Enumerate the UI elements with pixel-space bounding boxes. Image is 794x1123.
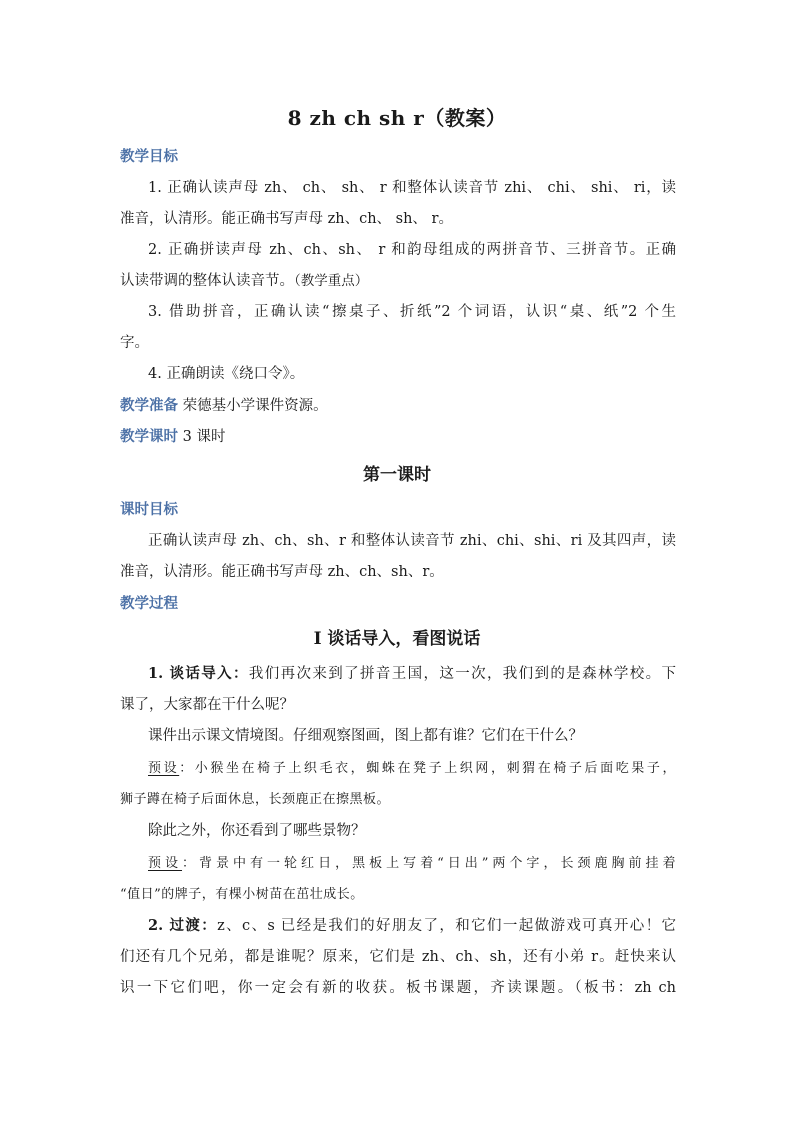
preset-1-line-1	[148, 757, 676, 776]
section-1-para-4-line-1	[148, 914, 676, 935]
transition-text: z、c、s 已经是我们的好朋友了，和它们一起做游戏可真开心！它	[217, 918, 676, 934]
key-point-mark: （教学重点）	[294, 273, 369, 289]
goal-3-line-1: 3. 借助拼音，正确认读“擦桌子、折纸”2 个词语，认识“桌、纸”2 个生	[148, 304, 676, 320]
lesson-goal-line-1: 正确认读声母 zh、ch、sh、r 和整体认读音节 zhi、chi、shi、ri 及其四声，读	[148, 533, 676, 549]
goal-4-line: 4. 正确朗读《绕口令》。	[148, 366, 305, 382]
preset-1-label: 预设	[148, 761, 180, 776]
section-1-para-1-line-2: 课了，大家都在干什么呢？	[120, 697, 294, 713]
goal-3-line-2: 字。	[120, 335, 149, 351]
goal-2-line-1: 2. 正确拼读声母 zh、ch、sh、 r 和韵母组成的两拼音节、三拼音节。正确	[148, 242, 676, 258]
intro-label: 1. 谈话导入：	[148, 665, 249, 682]
teaching-process-heading: 教学过程	[120, 595, 178, 612]
preset-2-text: ：背景中有一轮红日，黑板上写着“日出”两个字，长颈鹿胸前挂着	[182, 856, 676, 871]
section-1-para-4-line-2: 们还有几个兄弟，都是谁呢？原来，它们是 zh、ch、sh，还有小弟 r。赶快来认	[120, 949, 676, 965]
preset-1-text: ：小猴坐在椅子上织毛衣，蜘蛛在凳子上织网，刺猬在椅子后面吃果子，	[179, 761, 676, 776]
section-1-para-4-line-3: 识一下它们吧，你一定会有新的收获。板书课题，齐读课题。（板书：zh ch	[120, 980, 676, 996]
teaching-hours	[120, 425, 676, 446]
intro-text: 我们再次来到了拼音王国，这一次，我们到的是森林学校。下	[248, 666, 676, 682]
lesson-goal-line-2: 准音，认清形。能正确书写声母 zh、ch、sh、r。	[120, 564, 444, 580]
teaching-hours-text: 3 课时	[182, 429, 226, 445]
teaching-prep-heading: 教学准备	[120, 397, 178, 414]
section-1-para-2: 课件出示课文情境图。仔细观察图画，图上都有谁？它们在干什么？	[148, 728, 583, 744]
goal-2-line-2	[120, 269, 676, 290]
preset-1-line-2: 狮子蹲在椅子后面休息，长颈鹿正在擦黑板。	[120, 792, 391, 807]
preset-2-label: 预设	[148, 856, 183, 871]
preset-2-line-1	[148, 852, 676, 871]
page-title: 8 zh ch sh r（教案）	[287, 106, 507, 130]
section-1-heading: Ⅰ 谈话导入，看图说话	[313, 629, 481, 649]
teaching-prep-text: 荣德基小学课件资源。	[182, 398, 328, 414]
goal-1-line-1: 1. 正确认读声母 zh、 ch、 sh、 r 和整体认读音节 zhi、 chi、 shi、 ri，读	[148, 180, 676, 196]
lesson-goal-heading: 课时目标	[120, 501, 178, 518]
preset-2-line-2: “值日”的牌子，有棵小树苗在茁壮成长。	[120, 887, 364, 902]
lesson-1-heading: 第一课时	[363, 465, 431, 485]
transition-label: 2. 过渡：	[148, 917, 218, 934]
teaching-prep	[120, 394, 676, 415]
section-1-para-1-line-1	[148, 662, 676, 683]
section-1-para-3: 除此之外，你还看到了哪些景物？	[148, 823, 366, 839]
goal-2-text: 认读带调的整体认读音节。	[120, 273, 294, 289]
teaching-goals-heading: 教学目标	[120, 148, 178, 165]
teaching-hours-heading: 教学课时	[120, 428, 178, 445]
goal-1-line-2: 准音，认清形。能正确书写声母 zh、ch、 sh、 r。	[120, 211, 453, 227]
